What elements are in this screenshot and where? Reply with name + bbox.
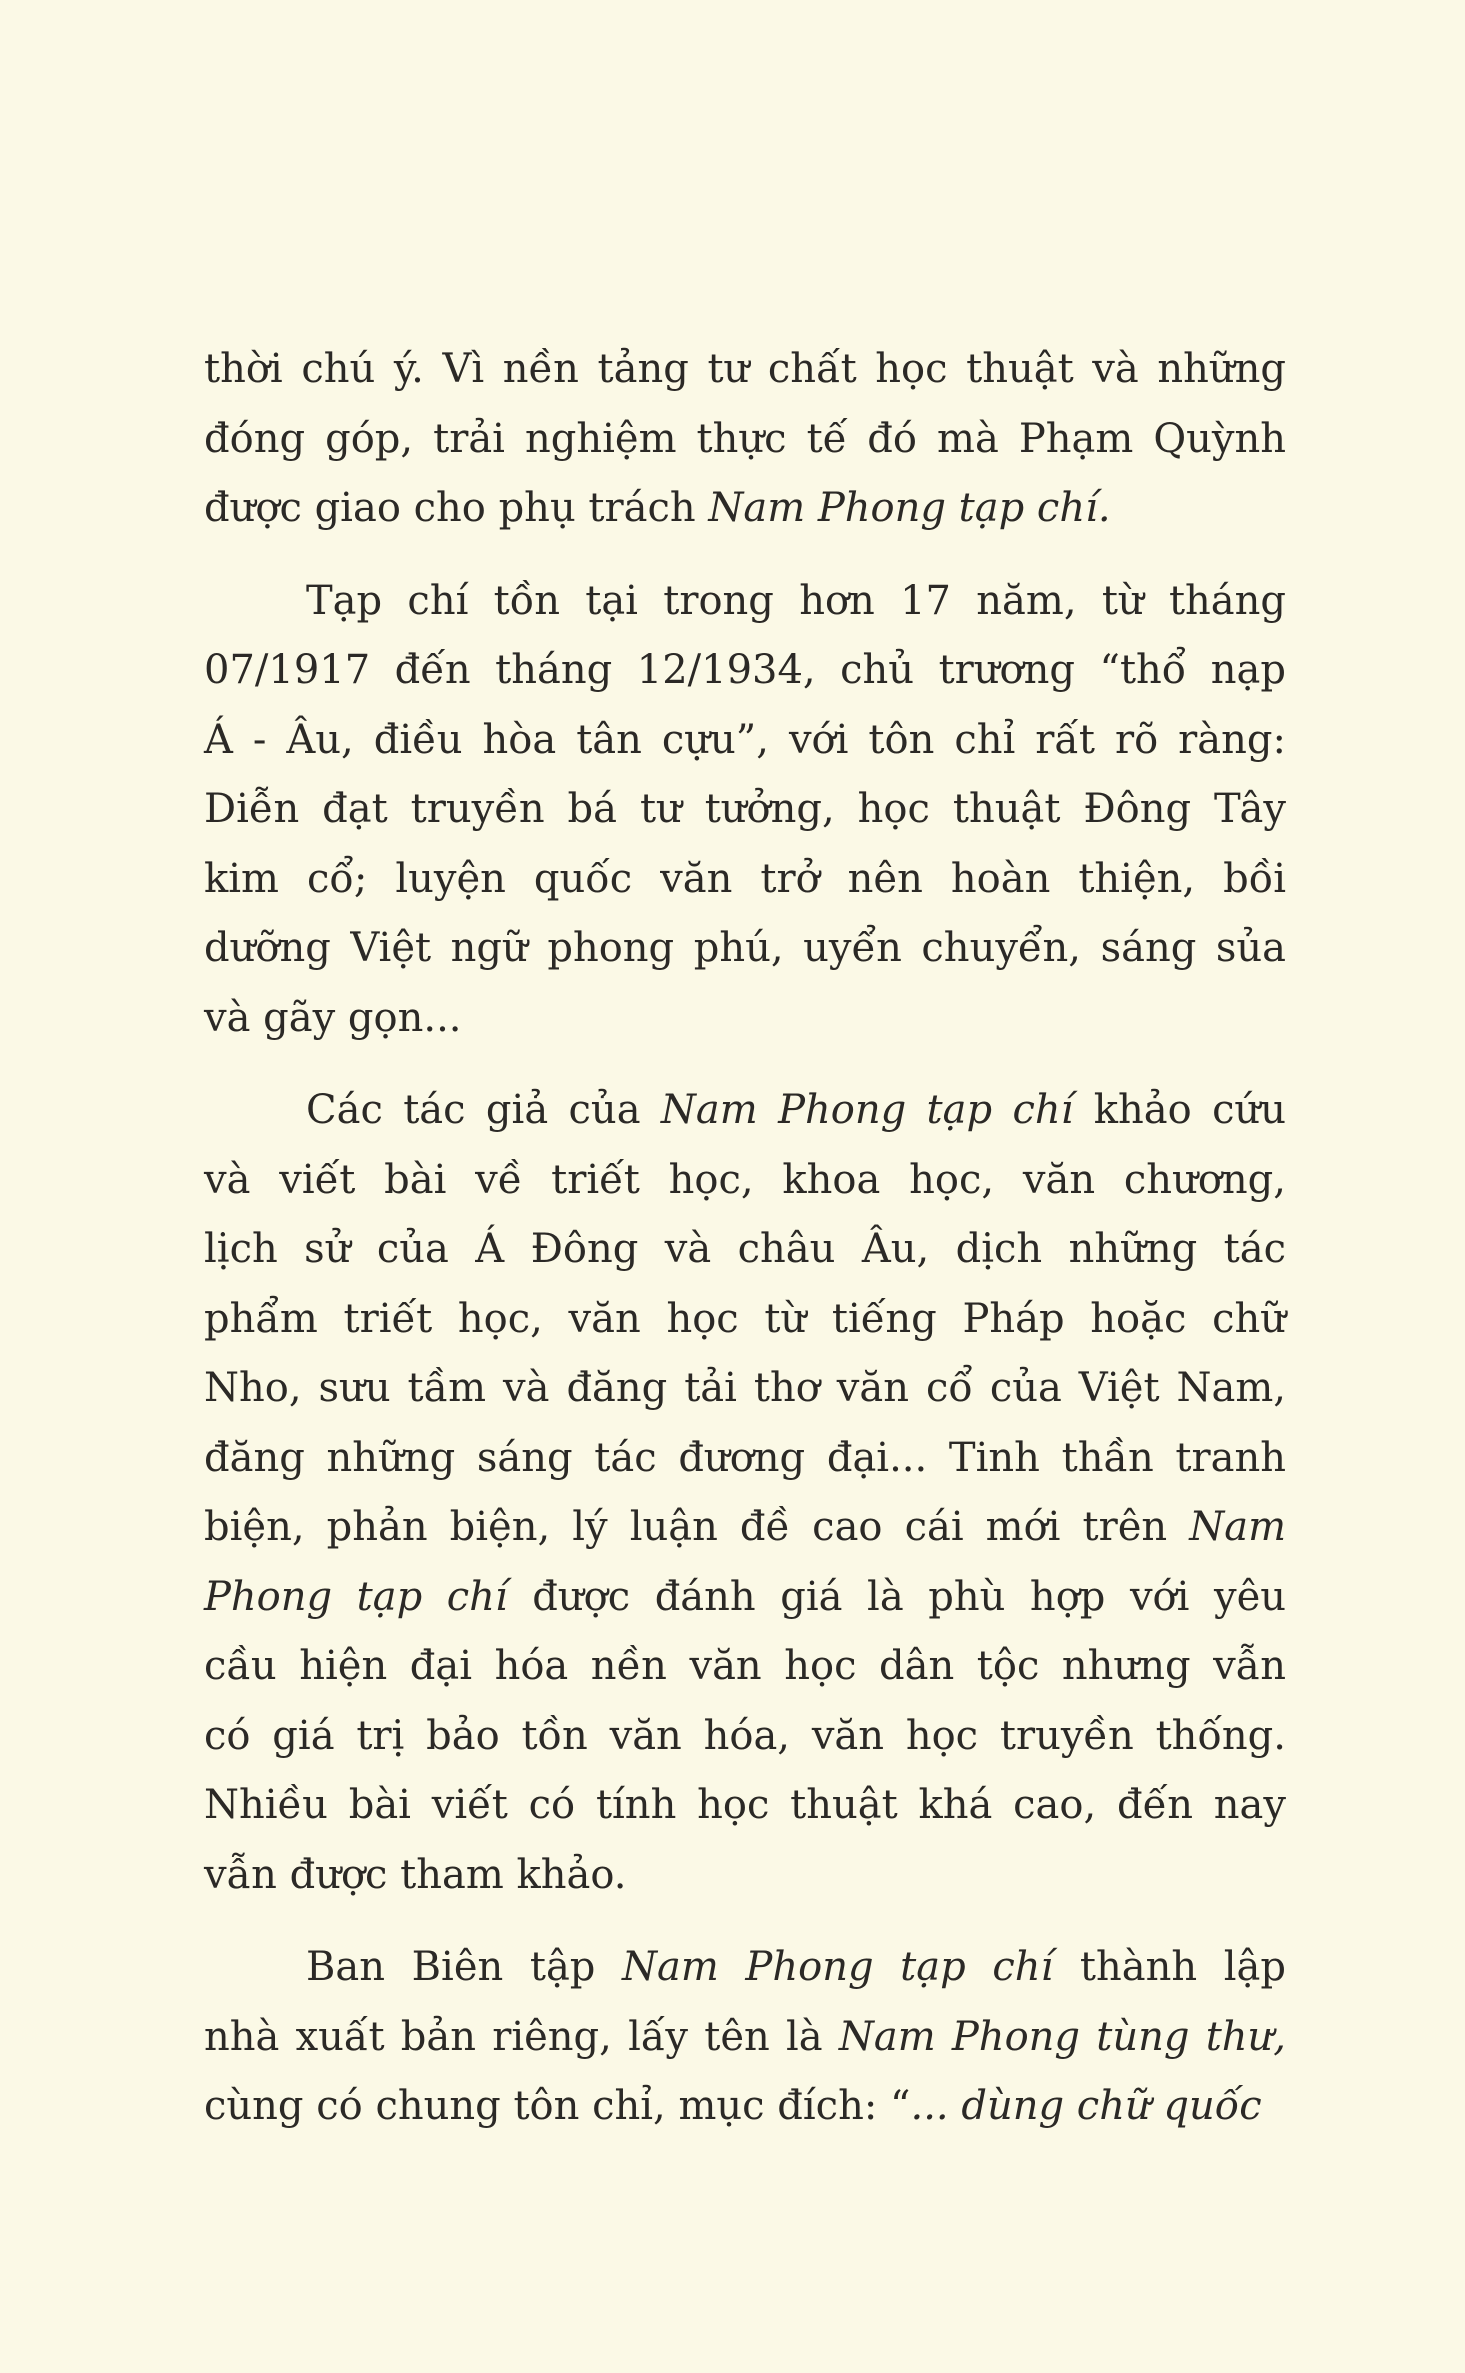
text-line (204, 1632, 1286, 1702)
text-run: 07/1917 đến tháng 12/1934, chủ trương “thổ nạp (204, 647, 1286, 693)
text-line (204, 1841, 1286, 1911)
italic-title: Nam Phong tạp chí (622, 1944, 1054, 1990)
text-line (204, 984, 1286, 1054)
paragraph (204, 335, 1286, 544)
text-run: cầu hiện đại hóa nền văn học dân tộc nhưng vẫn (204, 1643, 1286, 1689)
text-run: có giá trị bảo tồn văn hóa, văn học truyền thống. (204, 1712, 1286, 1759)
paragraph (204, 1076, 1286, 1910)
text-run: Các tác giả của (306, 1087, 661, 1133)
text-run: Nho, sưu tầm và đăng tải thơ văn cổ của Việt Nam, (204, 1365, 1286, 1411)
paragraph (204, 1933, 1286, 2142)
text-line (204, 2072, 1286, 2142)
text-run: Ban Biên tập (306, 1944, 623, 1990)
italic-title: Nam Phong tùng thư, (838, 2013, 1287, 2060)
italic-title: Nam (1189, 1504, 1286, 1550)
text-line (204, 567, 1286, 637)
text-line (204, 845, 1286, 915)
text-line (204, 1354, 1286, 1424)
text-line (204, 914, 1286, 984)
text-run: khảo cứu (1073, 1087, 1287, 1133)
text-run: phẩm triết học, văn học từ tiếng Pháp hoặc chữ (204, 1295, 1286, 1342)
italic-title: Nam Phong tạp chí. (708, 485, 1111, 531)
text-line (204, 775, 1286, 845)
text-run: Nhiều bài viết có tính học thuật khá cao, đến nay (204, 1782, 1286, 1828)
text-line (204, 1702, 1286, 1772)
text-run: được giao cho phụ trách (204, 485, 709, 531)
text-run: và gãy gọn... (204, 994, 462, 1041)
text-run: lịch sử của Á Đông và châu Âu, dịch những tác (204, 1226, 1286, 1272)
text-line (204, 706, 1286, 776)
text-line (204, 1771, 1286, 1841)
paragraph (204, 567, 1286, 1054)
text-line (204, 1493, 1286, 1563)
text-line (204, 1215, 1286, 1285)
text-run: được đánh giá là phù hợp với yêu (507, 1573, 1286, 1620)
italic-title: Nam Phong tạp chí (660, 1087, 1074, 1133)
text-line (204, 1563, 1286, 1633)
text-line (204, 335, 1286, 405)
text-line (204, 1146, 1286, 1216)
text-run: nhà xuất bản riêng, lấy tên là (204, 2013, 839, 2060)
italic-title: ... dùng chữ quốc (910, 2083, 1262, 2129)
text-run: thành lập (1053, 1944, 1286, 1990)
text-run: đóng góp, trải nghiệm thực tế đó mà Phạm Quỳnh (204, 415, 1286, 462)
text-line (204, 1933, 1286, 2003)
text-run: Á - Âu, điều hòa tân cựu”, với tôn chỉ rất rõ ràng: (204, 716, 1286, 763)
italic-title: Phong tạp chí (204, 1573, 508, 1620)
text-run: dưỡng Việt ngữ phong phú, uyển chuyển, sáng sủa (204, 925, 1286, 971)
text-run: đăng những sáng tác đương đại... Tinh thần tranh (204, 1434, 1286, 1481)
text-run: biện, phản biện, lý luận đề cao cái mới trên (204, 1504, 1190, 1550)
text-line (204, 1076, 1286, 1146)
text-line (204, 2003, 1286, 2073)
text-run: Tạp chí tồn tại trong hơn 17 năm, từ tháng (306, 577, 1286, 624)
text-line (204, 1285, 1286, 1355)
text-run: kim cổ; luyện quốc văn trở nên hoàn thiện, bồi (204, 855, 1286, 902)
text-line (204, 474, 1286, 544)
body-text (204, 335, 1286, 2142)
text-line (204, 405, 1286, 475)
text-run: thời chú ý. Vì nền tảng tư chất học thuật và những (204, 346, 1286, 392)
text-run: cùng có chung tôn chỉ, mục đích: “ (204, 2083, 911, 2129)
text-line (204, 1424, 1286, 1494)
text-run: và viết bài về triết học, khoa học, văn chương, (204, 1156, 1286, 1203)
text-run: vẫn được tham khảo. (204, 1851, 627, 1898)
text-line (204, 636, 1286, 706)
text-run: Diễn đạt truyền bá tư tưởng, học thuật Đông Tây (204, 786, 1286, 832)
